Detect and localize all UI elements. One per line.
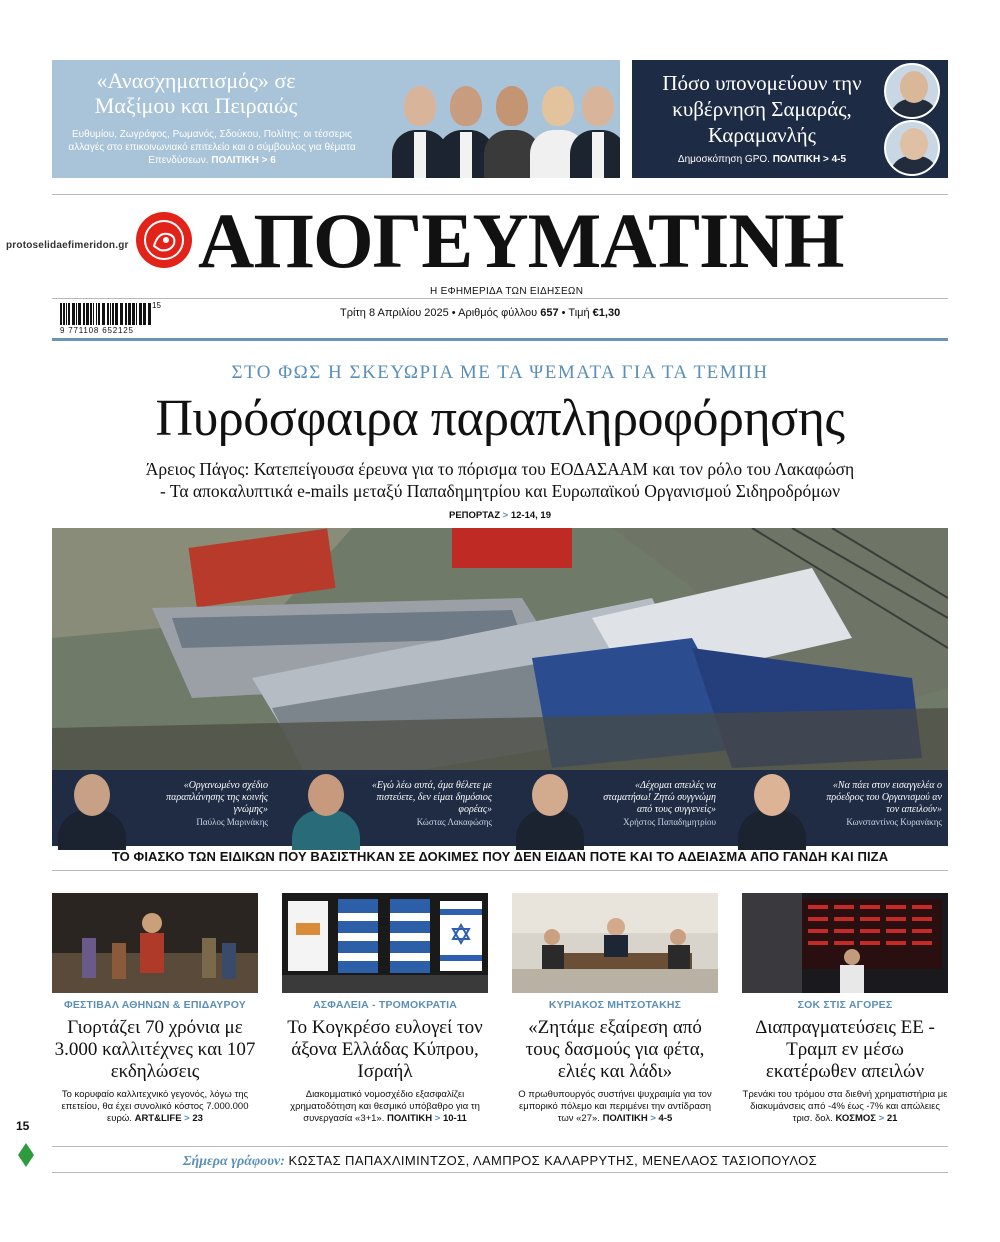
divider: [52, 1146, 948, 1147]
story-body: [512, 1089, 718, 1125]
story-section: ART&LIFE: [134, 1113, 182, 1124]
masthead-tagline: Η ΕΦΗΜΕΡΙΔΑ ΤΩΝ ΕΙΔΗΣΕΩΝ: [430, 286, 584, 297]
quote-lakafosis: [276, 770, 500, 846]
teaser-reshuffle-pages: 6: [270, 155, 276, 166]
story-kicker: ΚΥΡΙΑΚΟΣ ΜΗΤΣΟΤΑΚΗΣ: [548, 999, 682, 1011]
teaser-reshuffle[interactable]: [52, 60, 620, 178]
teaser-reshuffle-text: [62, 128, 362, 167]
main-deck: [52, 458, 948, 502]
main-deck-line: Άρειος Πάγος: Κατεπείγουσα έρευνα για το πόρισμα του ΕΟΔΑΣΑΑΜ και τον ρόλο του Λακαφώση: [145, 459, 855, 479]
quote-kyranakis: [724, 770, 948, 846]
story-festival-photo: [52, 893, 258, 993]
barcode-number: [60, 326, 134, 335]
story-headline: Γιορτάζει 70 χρόνια με 3.000 καλλιτέχνες και 107 εκδηλώσεις: [54, 1017, 256, 1082]
quote-marinakis: [52, 770, 276, 846]
price-label: Τιμή: [568, 307, 590, 319]
story-mitsotakis-photo: [512, 893, 718, 993]
quote-author: Κώστας Λακαφώσης: [416, 817, 492, 827]
quote-body: «Εγώ λέω αυτά, άμα θέλετε με πιστεύετε, δεν είμαι δημόσιος φορέας»: [371, 780, 492, 815]
quote-papadimitriou: [500, 770, 724, 846]
story-pages: 23: [192, 1113, 203, 1124]
teaser-reshuffle-section: ΠΟΛΙΤΙΚΗ: [211, 155, 259, 166]
diamond-icon: [18, 1143, 34, 1167]
person-photo: [568, 82, 620, 178]
issue-number: 657: [540, 307, 559, 319]
arrow-icon: >: [432, 1113, 443, 1124]
story-kicker: ΦΕΣΤΙΒΑΛ ΑΘΗΝΩΝ & ΕΠΙΔΑΥΡΟΥ: [64, 999, 246, 1011]
divider: [52, 194, 948, 195]
issue-date: Τρίτη 8 Απριλίου 2025: [340, 307, 449, 319]
quote-text: [594, 780, 716, 828]
masthead-title: ΑΠΟΓΕΥΜΑΤΙΝΗ: [198, 197, 844, 284]
teaser-poll-section: ΠΟΛΙΤΙΚΗ: [772, 154, 821, 165]
todays-writers: [52, 1153, 948, 1170]
person-photo: [510, 770, 590, 846]
quote-body: «Να πάει στον εισαγγελέα ο πρόεδρος του Οργανισμού αν τον απειλούν»: [826, 780, 942, 815]
logo-icon: [136, 212, 192, 268]
story-text: Τρενάκι του τρόμου στα διεθνή χρηματιστήρια με διακυμάνσεις από -4% έως -7% και απώλειες τρισ. δολ.: [742, 1089, 948, 1124]
arrow-icon: >: [820, 154, 832, 165]
main-bottom-line: ΤΟ ΦΙΑΣΚΟ ΤΩΝ ΕΙΔΙΚΩΝ ΠΟΥ ΒΑΣΙΣΤΗΚΑΝ ΣΕ ΔΟΚΙΜΕΣ ΠΟΥ ΔΕΝ ΕΙΔΑΝ ΠΟΤΕ ΚΑΙ ΤΟ ΑΔΕΙΑΣΜΑ ΑΠΟ ΓΑΝΔΗ ΚΑΙ ΠΙΖΑ: [111, 849, 889, 864]
story-section: ΠΟΛΙΤΙΚΗ: [387, 1113, 433, 1124]
story-body: [282, 1089, 488, 1125]
story-markets-photo: [742, 893, 948, 993]
teaser-reshuffle-photo: [390, 78, 620, 178]
story-pages: 10-11: [442, 1113, 467, 1124]
person-photo: [286, 770, 366, 846]
story-pages: 21: [886, 1113, 898, 1124]
story-body: [742, 1089, 948, 1125]
site-watermark: protoselidaefimeridon.gr: [6, 240, 129, 251]
story-section: ΠΟΛΙΤΙΚΗ: [602, 1113, 648, 1124]
issue-label: Αριθμός φύλλου: [458, 307, 538, 319]
story-kicker: ΑΣΦΑΛΕΙΑ - ΤΡΟΜΟΚΡΑΤΙΑ: [313, 999, 457, 1011]
reportage-pages: 12-14, 19: [510, 510, 552, 521]
quote-text: [370, 780, 492, 828]
teaser-poll-text: [642, 154, 882, 165]
teaser-poll-pages: 4-5: [831, 154, 847, 165]
quote-body: «Οργανωμένο σχέδιο παραπλάνησης της κοινής γνώμης»: [166, 780, 268, 815]
page-number: 15: [16, 1119, 30, 1133]
main-headline[interactable]: Πυρόσφαιρα παραπληροφόρησης: [155, 390, 845, 447]
barcode-digits: 9 771108 652125: [60, 326, 134, 335]
story-headline: Το Κογκρέσο ευλογεί τον άξονα Ελλάδας Κύπρου, Ισραήλ: [287, 1017, 483, 1082]
teaser-poll-headline: Πόσο υπονομεύουν την κυβέρνηση Σαμαράς, Καραμανλής: [662, 71, 862, 147]
quote-author: Κωνσταντίνος Κυρανάκης: [846, 817, 942, 827]
teaser-poll-body: Δημοσκόπηση GPO.: [677, 154, 770, 165]
story-text: Το κορυφαίο καλλιτεχνικό γεγονός, λόγω της επετείου, θα έχει συνολικό κόστος 7.000.000 ευρώ.: [61, 1089, 249, 1124]
arrow-icon: >: [181, 1113, 193, 1124]
writers-label: Σήμερα γράφουν:: [182, 1154, 285, 1169]
person-photo-karamanlis: [884, 120, 940, 176]
arrow-icon: >: [875, 1113, 887, 1124]
quote-body: «Δέχομαι απειλές να σταματήσω! Ζητώ συγγνώμη από τους συγγενείς»: [603, 780, 716, 815]
teaser-poll[interactable]: [632, 60, 948, 178]
story-congress-photo: [282, 893, 488, 993]
person-photo-samaras: [884, 63, 940, 119]
quotes-strip: [52, 770, 948, 846]
arrow-icon: >: [502, 510, 509, 521]
writers-names: ΚΩΣΤΑΣ ΠΑΠΑΧΛΙΜΙΝΤΖΟΣ, ΛΑΜΠΡΟΣ ΚΑΛΑΡΡΥΤΗΣ, ΜΕΝΕΛΑΟΣ ΤΑΣΙΟΠΟΥΛΟΣ: [288, 1153, 818, 1168]
quote-text: [816, 780, 942, 828]
quote-author: Παύλος Μαρινάκης: [196, 817, 268, 827]
teaser-reshuffle-body: Ευθυμίου, Ζωγράφος, Ρωμανός, Σδούκου, Πολίτης: οι τέσσερις αλλαγές στο επικοινωνιακό επιτελείο και ο σύμβουλος για θέματα Επενδύσεων.: [68, 129, 356, 166]
story-text: Διακομματικό νομοσχέδιο εξασφαλίζει χρηματοδότηση και θεσμικό υπόβαθρο για τη συνεργασία «3+1».: [290, 1089, 480, 1124]
quote-text: [136, 780, 268, 828]
story-pages: 4-5: [658, 1113, 673, 1124]
divider: [52, 1172, 948, 1173]
teaser-reshuffle-headline: «Ανασχηματισμός» σε Μαξίμου και Πειραιώς: [94, 68, 298, 118]
price: €1,30: [592, 307, 621, 319]
story-text: Ο πρωθυπουργός συστήνει ψυχραιμία για τον εμπορικό πόλεμο και περιμένει την αντίδραση των «27».: [518, 1089, 712, 1124]
story-kicker: ΣΟΚ ΣΤΙΣ ΑΓΟΡΕΣ: [797, 999, 893, 1011]
person-photo: [732, 770, 812, 846]
story-section: ΚΟΣΜΟΣ: [835, 1113, 876, 1124]
main-kicker: ΣΤΟ ΦΩΣ Η ΣΚΕΥΩΡΙΑ ΜΕ ΤΑ ΨΕΜΑΤΑ ΓΙΑ ΤΑ ΤΕΜΠΗ: [231, 362, 769, 383]
story-headline: «Ζητάμε εξαίρεση από τους δασμούς για φέτα, ελιές και λάδι»: [525, 1017, 705, 1082]
reportage-label: ΡΕΠΟΡΤΑΖ: [448, 510, 501, 521]
divider: [52, 298, 948, 299]
story-body: [52, 1089, 258, 1125]
person-photo: [52, 770, 132, 846]
divider: [52, 870, 948, 871]
main-reportage[interactable]: [52, 510, 948, 521]
barcode-addon: 15: [152, 301, 161, 310]
quote-author: Χρήστος Παπαδημητρίου: [623, 817, 716, 827]
arrow-icon: >: [647, 1113, 659, 1124]
arrow-icon: >: [258, 155, 271, 166]
main-deck-line: - Τα αποκαλυπτικά e-mails μεταξύ Παπαδημητρίου και Ευρωπαϊκού Οργανισμού Σιδηροδρόμων: [159, 481, 841, 501]
story-headline: Διαπραγματεύσεις ΕΕ - Τραμπ εν μέσω εκατέρωθεν απειλών: [755, 1017, 935, 1082]
issue-info: Τρίτη 8 Απριλίου 2025 • Αριθμός φύλλου 657 • Τιμή €1,30: [340, 307, 621, 319]
divider: [52, 338, 948, 341]
